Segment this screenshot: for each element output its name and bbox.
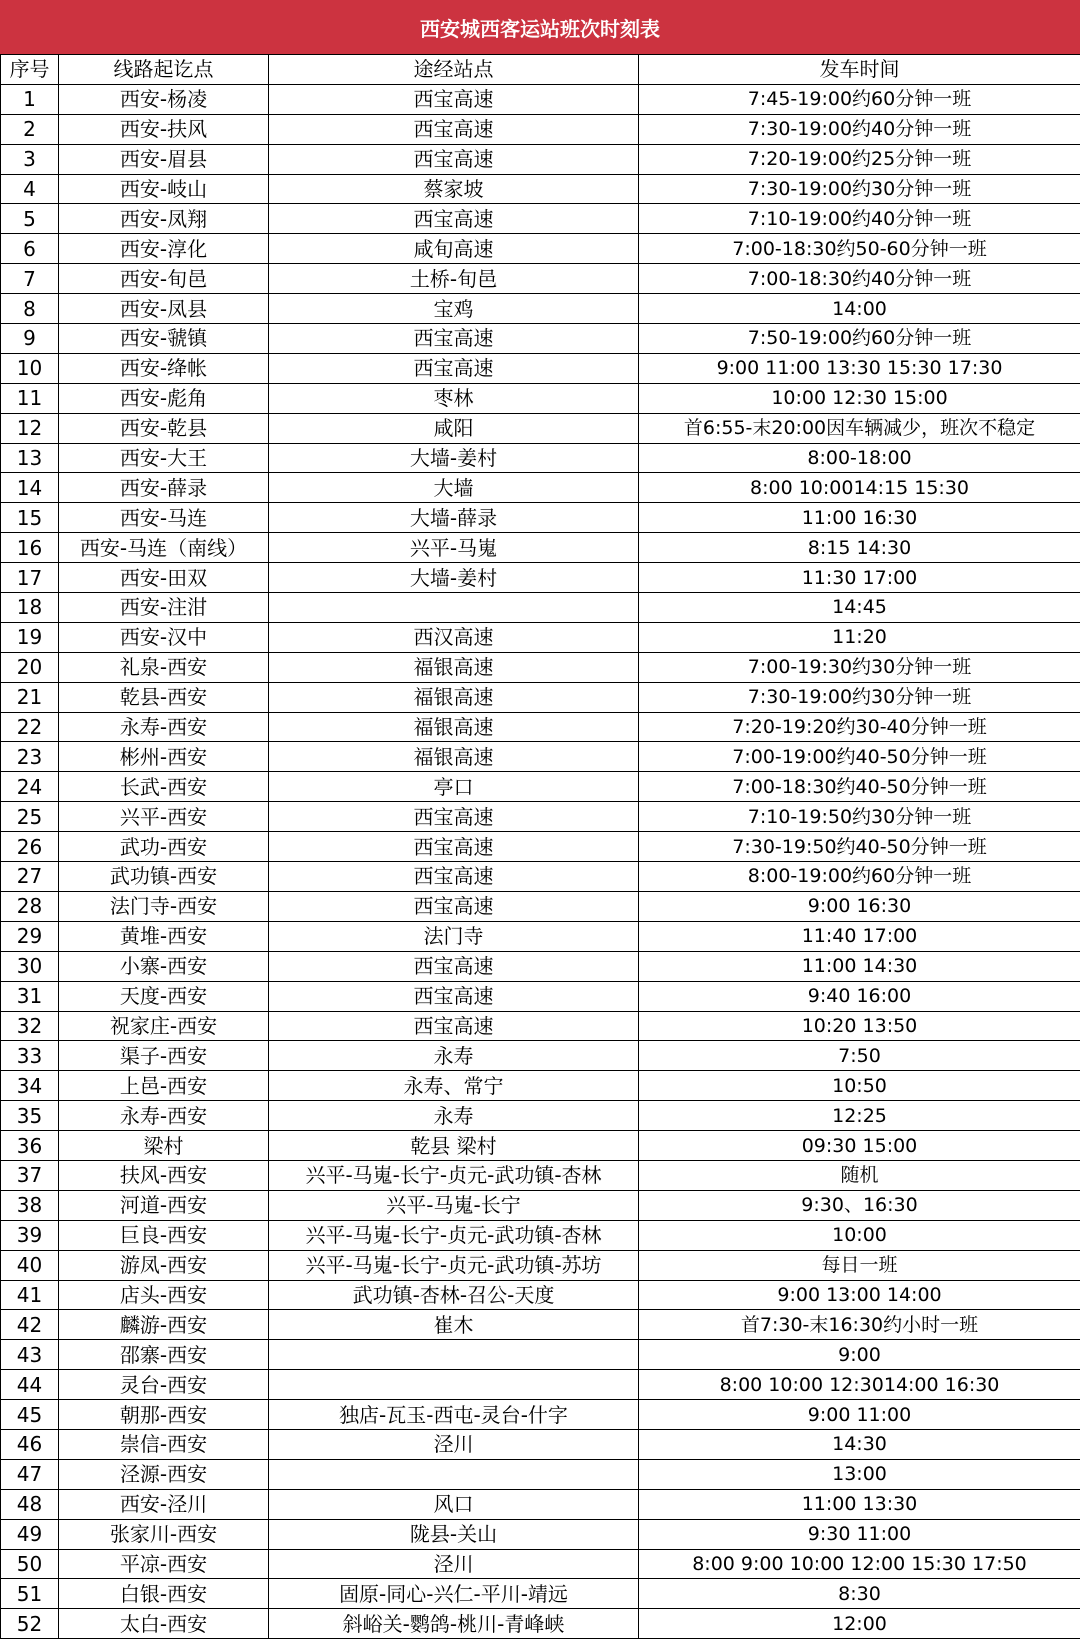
route-cell: 西安-扶风 bbox=[59, 114, 269, 144]
via-cell: 陇县-关山 bbox=[269, 1519, 639, 1549]
via-cell: 武功镇-杏林-召公-天度 bbox=[269, 1280, 639, 1310]
row-index: 4 bbox=[1, 174, 59, 204]
table-row bbox=[1, 144, 1080, 174]
row-index: 23 bbox=[1, 742, 59, 772]
route-cell: 天度-西安 bbox=[59, 981, 269, 1011]
route-cell: 河道-西安 bbox=[59, 1190, 269, 1220]
route-cell: 巨良-西安 bbox=[59, 1220, 269, 1250]
via-cell: 西宝高速 bbox=[269, 981, 639, 1011]
via-cell: 福银高速 bbox=[269, 652, 639, 682]
departure-cell: 9:00 11:00 bbox=[639, 1400, 1080, 1430]
row-index: 20 bbox=[1, 652, 59, 682]
table-row bbox=[1, 1160, 1080, 1190]
table-row bbox=[1, 921, 1080, 951]
route-cell: 西安-凤县 bbox=[59, 294, 269, 324]
via-cell: 兴平-马嵬-长宁-贞元-武功镇-杏林 bbox=[269, 1220, 639, 1250]
table-row bbox=[1, 1041, 1080, 1071]
route-cell: 武功-西安 bbox=[59, 832, 269, 862]
departure-cell: 8:15 14:30 bbox=[639, 533, 1080, 563]
table-row bbox=[1, 682, 1080, 712]
departure-cell: 9:30、16:30 bbox=[639, 1190, 1080, 1220]
schedule-table bbox=[0, 54, 1080, 1639]
row-index: 33 bbox=[1, 1041, 59, 1071]
departure-cell: 9:30 11:00 bbox=[639, 1519, 1080, 1549]
table-row bbox=[1, 712, 1080, 742]
row-index: 36 bbox=[1, 1131, 59, 1161]
column-header-via: 途经站点 bbox=[269, 55, 639, 85]
route-cell: 西安-泾川 bbox=[59, 1489, 269, 1519]
via-cell: 枣林 bbox=[269, 383, 639, 413]
table-row bbox=[1, 383, 1080, 413]
row-index: 3 bbox=[1, 144, 59, 174]
row-index: 44 bbox=[1, 1370, 59, 1400]
departure-cell: 8:30 bbox=[639, 1579, 1080, 1609]
route-cell: 店头-西安 bbox=[59, 1280, 269, 1310]
via-cell: 独店-瓦玉-西屯-灵台-什字 bbox=[269, 1400, 639, 1430]
departure-cell: 9:00 16:30 bbox=[639, 891, 1080, 921]
table-row bbox=[1, 1370, 1080, 1400]
table-row bbox=[1, 204, 1080, 234]
via-cell: 西宝高速 bbox=[269, 832, 639, 862]
row-index: 41 bbox=[1, 1280, 59, 1310]
via-cell: 大墙 bbox=[269, 473, 639, 503]
via-cell: 西宝高速 bbox=[269, 891, 639, 921]
departure-cell: 14:45 bbox=[639, 593, 1080, 623]
departure-cell: 10:00 12:30 15:00 bbox=[639, 383, 1080, 413]
route-cell: 西安-乾县 bbox=[59, 413, 269, 443]
table-row bbox=[1, 891, 1080, 921]
table-row bbox=[1, 1071, 1080, 1101]
via-cell: 西宝高速 bbox=[269, 802, 639, 832]
departure-cell: 14:00 bbox=[639, 294, 1080, 324]
row-index: 43 bbox=[1, 1340, 59, 1370]
via-cell: 兴平-马嵬-长宁 bbox=[269, 1190, 639, 1220]
via-cell: 土桥-旬邑 bbox=[269, 264, 639, 294]
row-index: 13 bbox=[1, 443, 59, 473]
table-row bbox=[1, 264, 1080, 294]
via-cell: 大墙-姜村 bbox=[269, 563, 639, 593]
route-cell: 西安-注泔 bbox=[59, 593, 269, 623]
via-cell: 崔木 bbox=[269, 1310, 639, 1340]
via-cell: 大墙-薛录 bbox=[269, 503, 639, 533]
table-row bbox=[1, 593, 1080, 623]
row-index: 52 bbox=[1, 1609, 59, 1639]
departure-cell: 7:50 bbox=[639, 1041, 1080, 1071]
departure-cell: 7:00-19:00约40-50分钟一班 bbox=[639, 742, 1080, 772]
table-row bbox=[1, 1101, 1080, 1131]
row-index: 9 bbox=[1, 324, 59, 354]
table-row bbox=[1, 1549, 1080, 1579]
row-index: 46 bbox=[1, 1429, 59, 1459]
via-cell: 兴平-马嵬-长宁-贞元-武功镇-苏坊 bbox=[269, 1250, 639, 1280]
row-index: 21 bbox=[1, 682, 59, 712]
row-index: 42 bbox=[1, 1310, 59, 1340]
route-cell: 游凤-西安 bbox=[59, 1250, 269, 1280]
departure-cell: 7:00-18:30约40-50分钟一班 bbox=[639, 772, 1080, 802]
table-row bbox=[1, 981, 1080, 1011]
route-cell: 平凉-西安 bbox=[59, 1549, 269, 1579]
via-cell bbox=[269, 1340, 639, 1370]
route-cell: 西安-淳化 bbox=[59, 234, 269, 264]
table-row bbox=[1, 324, 1080, 354]
departure-cell: 7:00-18:30约50-60分钟一班 bbox=[639, 234, 1080, 264]
table-row bbox=[1, 234, 1080, 264]
table-row bbox=[1, 1011, 1080, 1041]
departure-cell: 11:40 17:00 bbox=[639, 921, 1080, 951]
via-cell: 风口 bbox=[269, 1489, 639, 1519]
table-row bbox=[1, 1579, 1080, 1609]
departure-cell: 7:00-18:30约40分钟一班 bbox=[639, 264, 1080, 294]
table-row bbox=[1, 174, 1080, 204]
table-row bbox=[1, 1400, 1080, 1430]
row-index: 50 bbox=[1, 1549, 59, 1579]
table-row bbox=[1, 1190, 1080, 1220]
departure-cell: 8:00 10:00 12:3014:00 16:30 bbox=[639, 1370, 1080, 1400]
row-index: 12 bbox=[1, 413, 59, 443]
row-index: 18 bbox=[1, 593, 59, 623]
table-row bbox=[1, 503, 1080, 533]
row-index: 27 bbox=[1, 862, 59, 892]
route-cell: 太白-西安 bbox=[59, 1609, 269, 1639]
departure-cell: 7:50-19:00约60分钟一班 bbox=[639, 324, 1080, 354]
row-index: 24 bbox=[1, 772, 59, 802]
row-index: 19 bbox=[1, 622, 59, 652]
via-cell: 西宝高速 bbox=[269, 353, 639, 383]
via-cell: 西宝高速 bbox=[269, 862, 639, 892]
table-row bbox=[1, 1220, 1080, 1250]
route-cell: 邵寨-西安 bbox=[59, 1340, 269, 1370]
route-cell: 小寨-西安 bbox=[59, 951, 269, 981]
table-row bbox=[1, 742, 1080, 772]
departure-cell: 12:25 bbox=[639, 1101, 1080, 1131]
departure-cell: 8:00-18:00 bbox=[639, 443, 1080, 473]
route-cell: 永寿-西安 bbox=[59, 712, 269, 742]
row-index: 8 bbox=[1, 294, 59, 324]
row-index: 35 bbox=[1, 1101, 59, 1131]
via-cell: 咸阳 bbox=[269, 413, 639, 443]
row-index: 49 bbox=[1, 1519, 59, 1549]
via-cell: 福银高速 bbox=[269, 712, 639, 742]
departure-cell: 9:00 11:00 13:30 15:30 17:30 bbox=[639, 353, 1080, 383]
table-row bbox=[1, 533, 1080, 563]
table-row bbox=[1, 353, 1080, 383]
row-index: 1 bbox=[1, 84, 59, 114]
table-row bbox=[1, 563, 1080, 593]
departure-cell: 11:00 16:30 bbox=[639, 503, 1080, 533]
route-cell: 乾县-西安 bbox=[59, 682, 269, 712]
via-cell: 西宝高速 bbox=[269, 204, 639, 234]
row-index: 48 bbox=[1, 1489, 59, 1519]
table-row bbox=[1, 772, 1080, 802]
route-cell: 西安-薛录 bbox=[59, 473, 269, 503]
table-row bbox=[1, 294, 1080, 324]
departure-cell: 14:30 bbox=[639, 1429, 1080, 1459]
via-cell: 固原-同心-兴仁-平川-靖远 bbox=[269, 1579, 639, 1609]
via-cell: 大墙-姜村 bbox=[269, 443, 639, 473]
route-cell: 长武-西安 bbox=[59, 772, 269, 802]
row-index: 29 bbox=[1, 921, 59, 951]
departure-cell: 8:00 9:00 10:00 12:00 15:30 17:50 bbox=[639, 1549, 1080, 1579]
table-row bbox=[1, 413, 1080, 443]
row-index: 45 bbox=[1, 1400, 59, 1430]
departure-cell: 7:20-19:20约30-40分钟一班 bbox=[639, 712, 1080, 742]
via-cell: 西宝高速 bbox=[269, 951, 639, 981]
departure-cell: 9:00 bbox=[639, 1340, 1080, 1370]
departure-cell: 09:30 15:00 bbox=[639, 1131, 1080, 1161]
via-cell: 永寿、常宁 bbox=[269, 1071, 639, 1101]
departure-cell: 7:30-19:00约30分钟一班 bbox=[639, 682, 1080, 712]
departure-cell: 11:20 bbox=[639, 622, 1080, 652]
table-row bbox=[1, 1519, 1080, 1549]
via-cell: 西宝高速 bbox=[269, 144, 639, 174]
table-row bbox=[1, 622, 1080, 652]
table-row bbox=[1, 862, 1080, 892]
route-cell: 西安-汉中 bbox=[59, 622, 269, 652]
via-cell: 永寿 bbox=[269, 1101, 639, 1131]
departure-cell: 首7:30-末16:30约小时一班 bbox=[639, 1310, 1080, 1340]
route-cell: 西安-田双 bbox=[59, 563, 269, 593]
departure-cell: 9:40 16:00 bbox=[639, 981, 1080, 1011]
route-cell: 梁村 bbox=[59, 1131, 269, 1161]
via-cell: 西宝高速 bbox=[269, 324, 639, 354]
route-cell: 西安-眉县 bbox=[59, 144, 269, 174]
route-cell: 武功镇-西安 bbox=[59, 862, 269, 892]
departure-cell: 11:00 13:30 bbox=[639, 1489, 1080, 1519]
table-row bbox=[1, 473, 1080, 503]
route-cell: 白银-西安 bbox=[59, 1579, 269, 1609]
departure-cell: 7:00-19:30约30分钟一班 bbox=[639, 652, 1080, 682]
via-cell: 西宝高速 bbox=[269, 114, 639, 144]
row-index: 28 bbox=[1, 891, 59, 921]
departure-cell: 7:10-19:50约30分钟一班 bbox=[639, 802, 1080, 832]
departure-cell: 8:00-19:00约60分钟一班 bbox=[639, 862, 1080, 892]
route-cell: 西安-旬邑 bbox=[59, 264, 269, 294]
route-cell: 扶风-西安 bbox=[59, 1160, 269, 1190]
departure-cell: 随机 bbox=[639, 1160, 1080, 1190]
row-index: 5 bbox=[1, 204, 59, 234]
via-cell: 福银高速 bbox=[269, 742, 639, 772]
route-cell: 永寿-西安 bbox=[59, 1101, 269, 1131]
route-cell: 祝家庄-西安 bbox=[59, 1011, 269, 1041]
departure-cell: 13:00 bbox=[639, 1459, 1080, 1489]
route-cell: 西安-岐山 bbox=[59, 174, 269, 204]
route-cell: 渠子-西安 bbox=[59, 1041, 269, 1071]
departure-cell: 10:20 13:50 bbox=[639, 1011, 1080, 1041]
table-row bbox=[1, 1250, 1080, 1280]
row-index: 11 bbox=[1, 383, 59, 413]
table-row bbox=[1, 951, 1080, 981]
route-cell: 麟游-西安 bbox=[59, 1310, 269, 1340]
schedule-title: 西安城西客运站班次时刻表 bbox=[0, 0, 1080, 54]
route-cell: 灵台-西安 bbox=[59, 1370, 269, 1400]
via-cell: 咸旬高速 bbox=[269, 234, 639, 264]
via-cell: 福银高速 bbox=[269, 682, 639, 712]
row-index: 32 bbox=[1, 1011, 59, 1041]
via-cell bbox=[269, 1459, 639, 1489]
route-cell: 礼泉-西安 bbox=[59, 652, 269, 682]
via-cell: 泾川 bbox=[269, 1429, 639, 1459]
row-index: 10 bbox=[1, 353, 59, 383]
route-cell: 黄堆-西安 bbox=[59, 921, 269, 951]
via-cell: 西汉高速 bbox=[269, 622, 639, 652]
table-row bbox=[1, 1609, 1080, 1639]
row-index: 30 bbox=[1, 951, 59, 981]
table-row bbox=[1, 1429, 1080, 1459]
route-cell: 上邑-西安 bbox=[59, 1071, 269, 1101]
departure-cell: 11:30 17:00 bbox=[639, 563, 1080, 593]
via-cell: 永寿 bbox=[269, 1041, 639, 1071]
route-cell: 西安-凤翔 bbox=[59, 204, 269, 234]
table-row bbox=[1, 84, 1080, 114]
departure-cell: 12:00 bbox=[639, 1609, 1080, 1639]
column-header-route: 线路起讫点 bbox=[59, 55, 269, 85]
table-row bbox=[1, 443, 1080, 473]
route-cell: 张家川-西安 bbox=[59, 1519, 269, 1549]
row-index: 39 bbox=[1, 1220, 59, 1250]
via-cell: 泾川 bbox=[269, 1549, 639, 1579]
route-cell: 西安-马连 bbox=[59, 503, 269, 533]
via-cell: 西宝高速 bbox=[269, 1011, 639, 1041]
route-cell: 西安-绛帐 bbox=[59, 353, 269, 383]
table-row bbox=[1, 1340, 1080, 1370]
table-row bbox=[1, 652, 1080, 682]
departure-cell: 7:30-19:00约30分钟一班 bbox=[639, 174, 1080, 204]
route-cell: 西安-大王 bbox=[59, 443, 269, 473]
via-cell: 亭口 bbox=[269, 772, 639, 802]
route-cell: 西安-彪角 bbox=[59, 383, 269, 413]
row-index: 38 bbox=[1, 1190, 59, 1220]
route-cell: 西安-虢镇 bbox=[59, 324, 269, 354]
header-row bbox=[1, 55, 1080, 85]
table-row bbox=[1, 114, 1080, 144]
row-index: 37 bbox=[1, 1160, 59, 1190]
row-index: 40 bbox=[1, 1250, 59, 1280]
route-cell: 彬州-西安 bbox=[59, 742, 269, 772]
via-cell: 斜峪关-鹦鸽-桃川-青峰峡 bbox=[269, 1609, 639, 1639]
table-row bbox=[1, 832, 1080, 862]
table-row bbox=[1, 802, 1080, 832]
departure-cell: 7:20-19:00约25分钟一班 bbox=[639, 144, 1080, 174]
via-cell: 兴平-马嵬 bbox=[269, 533, 639, 563]
via-cell: 宝鸡 bbox=[269, 294, 639, 324]
schedule-body bbox=[1, 84, 1080, 1638]
row-index: 26 bbox=[1, 832, 59, 862]
row-index: 14 bbox=[1, 473, 59, 503]
table-row bbox=[1, 1310, 1080, 1340]
route-cell: 朝那-西安 bbox=[59, 1400, 269, 1430]
via-cell: 西宝高速 bbox=[269, 84, 639, 114]
route-cell: 泾源-西安 bbox=[59, 1459, 269, 1489]
departure-cell: 9:00 13:00 14:00 bbox=[639, 1280, 1080, 1310]
via-cell: 乾县 梁村 bbox=[269, 1131, 639, 1161]
row-index: 6 bbox=[1, 234, 59, 264]
route-cell: 西安-马连（南线） bbox=[59, 533, 269, 563]
via-cell: 法门寺 bbox=[269, 921, 639, 951]
row-index: 31 bbox=[1, 981, 59, 1011]
row-index: 51 bbox=[1, 1579, 59, 1609]
via-cell: 兴平-马嵬-长宁-贞元-武功镇-杏林 bbox=[269, 1160, 639, 1190]
route-cell: 崇信-西安 bbox=[59, 1429, 269, 1459]
table-row bbox=[1, 1489, 1080, 1519]
row-index: 15 bbox=[1, 503, 59, 533]
table-row bbox=[1, 1280, 1080, 1310]
row-index: 7 bbox=[1, 264, 59, 294]
departure-cell: 8:00 10:0014:15 15:30 bbox=[639, 473, 1080, 503]
column-header-index: 序号 bbox=[1, 55, 59, 85]
row-index: 47 bbox=[1, 1459, 59, 1489]
route-cell: 西安-杨凌 bbox=[59, 84, 269, 114]
row-index: 22 bbox=[1, 712, 59, 742]
row-index: 2 bbox=[1, 114, 59, 144]
via-cell: 蔡家坡 bbox=[269, 174, 639, 204]
departure-cell: 7:10-19:00约40分钟一班 bbox=[639, 204, 1080, 234]
departure-cell: 10:00 bbox=[639, 1220, 1080, 1250]
column-header-departure: 发车时间 bbox=[639, 55, 1080, 85]
route-cell: 法门寺-西安 bbox=[59, 891, 269, 921]
departure-cell: 7:30-19:00约40分钟一班 bbox=[639, 114, 1080, 144]
departure-cell: 每日一班 bbox=[639, 1250, 1080, 1280]
row-index: 16 bbox=[1, 533, 59, 563]
table-row bbox=[1, 1131, 1080, 1161]
departure-cell: 首6:55-末20:00因车辆减少，班次不稳定 bbox=[639, 413, 1080, 443]
departure-cell: 7:30-19:50约40-50分钟一班 bbox=[639, 832, 1080, 862]
departure-cell: 10:50 bbox=[639, 1071, 1080, 1101]
row-index: 34 bbox=[1, 1071, 59, 1101]
route-cell: 兴平-西安 bbox=[59, 802, 269, 832]
row-index: 25 bbox=[1, 802, 59, 832]
departure-cell: 11:00 14:30 bbox=[639, 951, 1080, 981]
via-cell bbox=[269, 1370, 639, 1400]
via-cell bbox=[269, 593, 639, 623]
departure-cell: 7:45-19:00约60分钟一班 bbox=[639, 84, 1080, 114]
row-index: 17 bbox=[1, 563, 59, 593]
table-row bbox=[1, 1459, 1080, 1489]
